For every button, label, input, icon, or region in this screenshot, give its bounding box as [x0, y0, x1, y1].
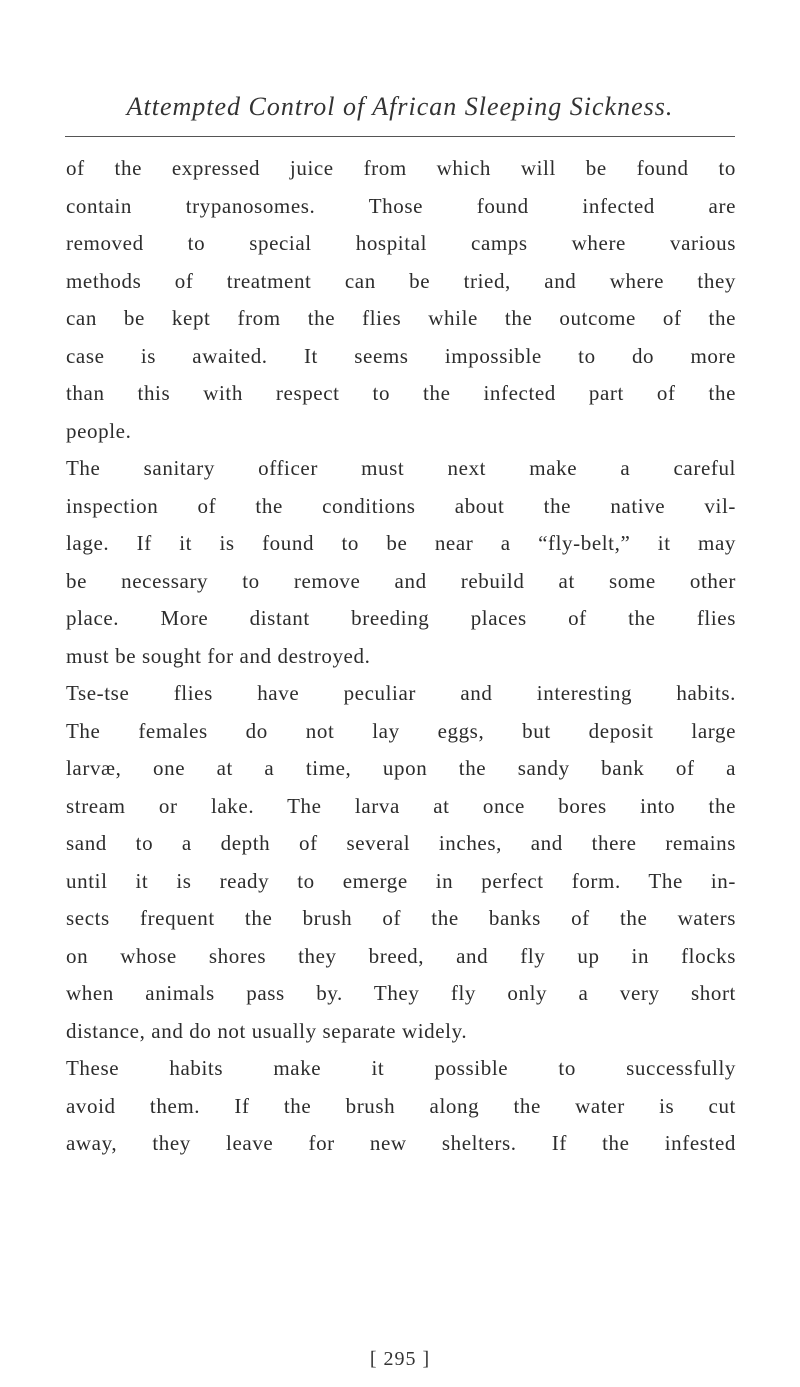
text-line: when animals pass by. They fly only a very short [66, 981, 736, 1005]
paragraph [66, 450, 736, 675]
text-line: sects frequent the brush of the banks of the waters [66, 906, 736, 930]
text-line: of the expressed juice from which will be found to [66, 156, 736, 180]
text-line: contain trypanosomes. Those found infected are [66, 193, 736, 218]
text-line: away, they leave for new shelters. If the infested [66, 1131, 736, 1155]
page-number: [ 295 ] [369, 1348, 431, 1370]
paragraph [66, 150, 736, 450]
header-rule [65, 136, 735, 137]
paragraph [66, 675, 736, 1050]
text-line: can be kept from the flies while the outcome of the [66, 306, 736, 330]
text-line: until it is ready to emerge in perfect form. The in- [66, 868, 736, 893]
text-line: Tse-tse flies have peculiar and interesting habits. [66, 681, 736, 705]
text-line: stream or lake. The larva at once bores into the [66, 793, 736, 818]
text-line: than this with respect to the infected part of the [66, 381, 736, 405]
text-line: lage. If it is found to be near a “fly-belt,” it may [66, 531, 736, 555]
text-line: must be sought for and destroyed. [66, 643, 371, 668]
text-line: methods of treatment can be tried, and where they [66, 268, 736, 293]
text-line: be necessary to remove and rebuild at some other [66, 568, 736, 593]
text-line: larvæ, one at a time, upon the sandy bank of a [66, 756, 736, 780]
text-line: The females do not lay eggs, but deposit large [66, 718, 736, 743]
text-line: inspection of the conditions about the native vil- [66, 493, 736, 518]
text-line: These habits make it possible to successfully [66, 1056, 736, 1080]
text-line: on whose shores they breed, and fly up in flocks [66, 943, 736, 968]
text-line: people. [66, 418, 132, 443]
text-line: The sanitary officer must next make a careful [66, 456, 736, 480]
paragraph [66, 1050, 736, 1163]
running-head: Attempted Control of African Sleeping Sickness. [126, 92, 674, 121]
text-line: place. More distant breeding places of the flies [66, 606, 736, 630]
text-line: distance, and do not usually separate widely. [66, 1018, 468, 1043]
text-line: sand to a depth of several inches, and there remains [66, 831, 736, 855]
text-line: removed to special hospital camps where various [66, 231, 736, 255]
text-line: avoid them. If the brush along the water is cut [66, 1093, 736, 1118]
body-text [66, 150, 736, 1163]
text-line: case is awaited. It seems impossible to do more [66, 343, 736, 368]
